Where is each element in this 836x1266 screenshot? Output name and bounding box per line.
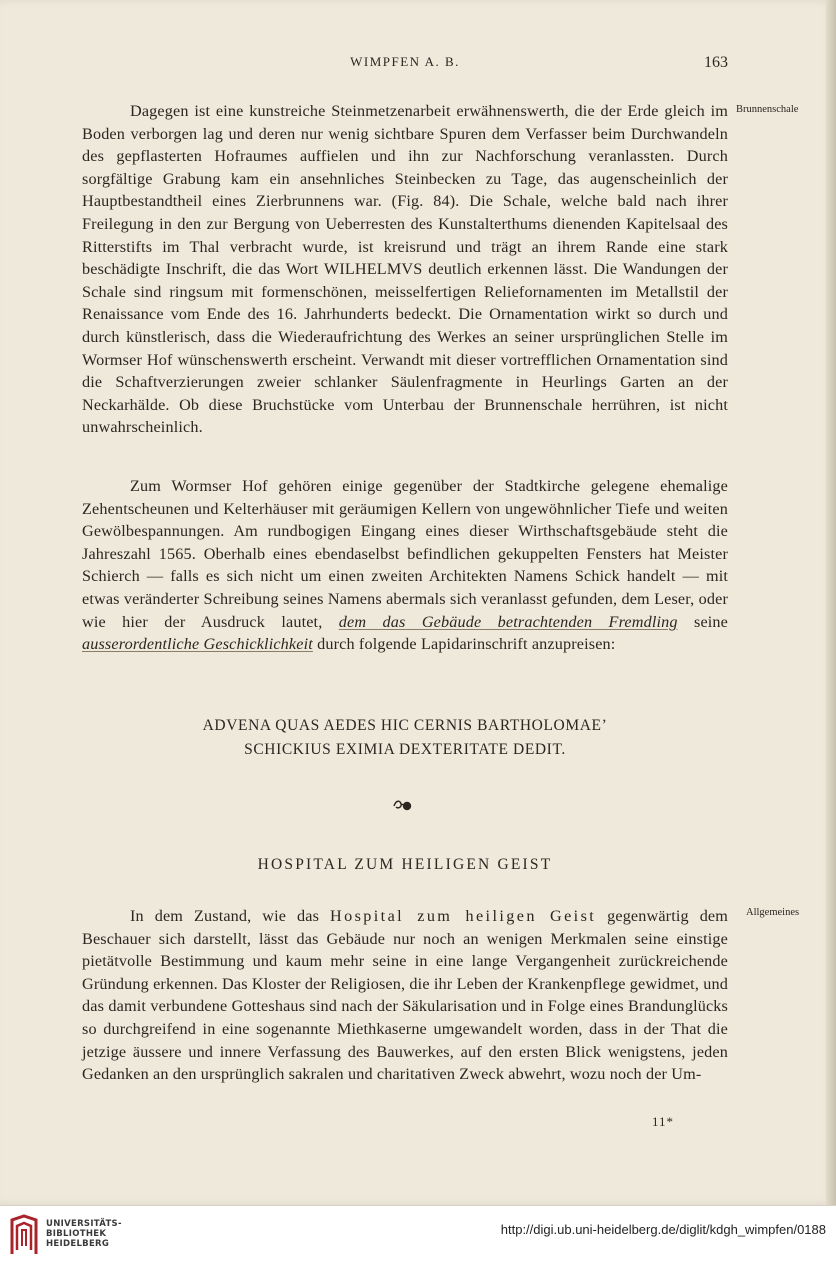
- university-library-logo-icon[interactable]: [8, 1214, 40, 1258]
- spaced-hospital-name: Hospital zum heiligen Geist: [330, 907, 597, 925]
- paragraph-3-text: [82, 905, 728, 1086]
- emphasis-fremdling: dem das Gebäude betrachtenden Fremdling: [338, 612, 678, 631]
- marginal-note-brunnenschale: Brunnenschale: [736, 104, 799, 115]
- paragraph-2-part-b: seine: [694, 612, 729, 631]
- inscription-line-2: SCHICKIUS EXIMIA DEXTERITATE DEDIT.: [244, 741, 566, 758]
- emphasis-geschicklichkeit: ausserordentliche Geschicklichkeit: [82, 635, 313, 654]
- paragraph-1: [82, 100, 728, 439]
- library-name[interactable]: [46, 1219, 122, 1249]
- paragraph-2-part-a: Zum Wormser Hof gehören einige gegenüber der Stadtkirche gelegene ehemalige Zehentscheunen und Kelterhäuser mit geräumigen Kellern von ungewöhnlicher Tiefe und weiten Gewölbespannungen. Am rundbogigen Eingang eines dieser Wirthschaftsgebäude steht die Jahreszahl 1565. Oberhalb eines ebendaselbst befindlichen gekuppelten Fensters hat Meister Schierch — falls es sich nicht um einen zweiten Architekten Namens Schick handelt — mit etwas veränderter Schreibung seines Namens abermals sich veranlasst gefunden, dem Leser, oder wie hier der Ausdruck lautet,: [82, 477, 728, 631]
- paragraph-1-text: Dagegen ist eine kunstreiche Steinmetzenarbeit erwähnenswerth, die der Erde gleich im Boden verborgen lag und deren nur wenig sichtbare Spuren dem Verfasser beim Durchwandeln des gepflasterten Hofraumes auffielen und ihn zur Nachforschung veranlassten. Durch sorgfältige Grabung kam ein ansehnliches Steinbecken zu Tage, das augenscheinlich der Hauptbestandtheil eines Zierbrunnens war. (Fig. 84). Die Schale, welche bald nach ihrer Freilegung in den zur Bergung von Ueberresten des Kunstalterthums dienenden Kapitelsaal des Ritterstifts im Thal verbracht wurde, ist kreisrund und trägt an ihrem Rande eine stark beschädigte Inschrift, die das Wort WILHELMVS deutlich erkennen lässt. Die Wandungen der Schale sind ringsum mit formenschönen, meisselfertigen Reliefornamenten im Metallstil der Renaissance vom Ende des 16. Jahrhunderts bedeckt. Die Ornamentation wirkt so durch und durch künstlerisch, dass die Wiederaufrichtung des Werkes an seiner ursprünglichen Stelle im Wormser Hof wünschenswerth erscheint. Verwandt mit dieser vortrefflichen Ornamentation sind die Schaftverzierungen zweier schlanker Säulenfragmente in Heurlings Garten an der Neckarhälde. Ob diese Bruchstücke vom Unterbau der Brunnenschale herrühren, ist nicht unwahrscheinlich.: [82, 102, 728, 437]
- fleuron-ornament-icon: [392, 798, 414, 812]
- inscription-line-1: ADVENA QUAS AEDES HIC CERNIS BARTHOLOMAE’: [202, 717, 608, 734]
- paragraph-3-part-a: In dem Zustand, wie das: [130, 907, 320, 925]
- page-edge: [826, 0, 836, 1205]
- paragraph-2-text: [82, 475, 728, 656]
- section-heading: HOSPITAL ZUM HEILIGEN GEIST: [257, 856, 553, 873]
- paragraph-2-part-c: durch folgende Lapidarinschrift anzupreisen:: [317, 635, 616, 654]
- paragraph-3: [82, 905, 728, 1086]
- signature-mark: 11*: [652, 1114, 675, 1129]
- lapidary-inscription: [82, 714, 728, 762]
- running-title: WIMPFEN A. B.: [350, 54, 460, 69]
- library-name-line-3: HEIDELBERG: [46, 1239, 110, 1249]
- paragraph-2: [82, 475, 728, 656]
- library-name-line-1: UNIVERSITÄTS-: [46, 1219, 122, 1229]
- library-name-line-2: BIBLIOTHEK: [46, 1229, 107, 1239]
- page-header: [82, 54, 728, 78]
- permalink-url[interactable]: http://digi.ub.uni-heidelberg.de/diglit/kdgh_wimpfen/0188: [500, 1222, 826, 1237]
- page-number: 163: [704, 54, 728, 71]
- paragraph-3-part-b: gegenwärtig dem Beschauer sich darstellt, lässt das Gebäude nur noch an wenigen Merkmalen seine einstige pietätvolle Bestimmung und kaum mehr seine in eine lange Vergangenheit zurückreichende Gründung erkennen. Das Kloster der Religiosen, die ihr Leben der Krankenpflege gewidmet, und das damit verbundene Gotteshaus sind nach der Säkularisation und in Folge eines Brandunglücks so durchgreifend in eine sogenannte Miethkaserne umgewandelt worden, dass in der That die jetzige äussere und innere Verfassung des Bauwerkes, auf den ersten Blick wenigstens, jeden Gedanken an den ursprünglich sakralen und charitativen Zweck abwehrt, wozu noch der Um-: [82, 907, 729, 1084]
- marginal-note-allgemeines: Allgemeines: [746, 907, 800, 918]
- library-footer: [0, 1205, 836, 1266]
